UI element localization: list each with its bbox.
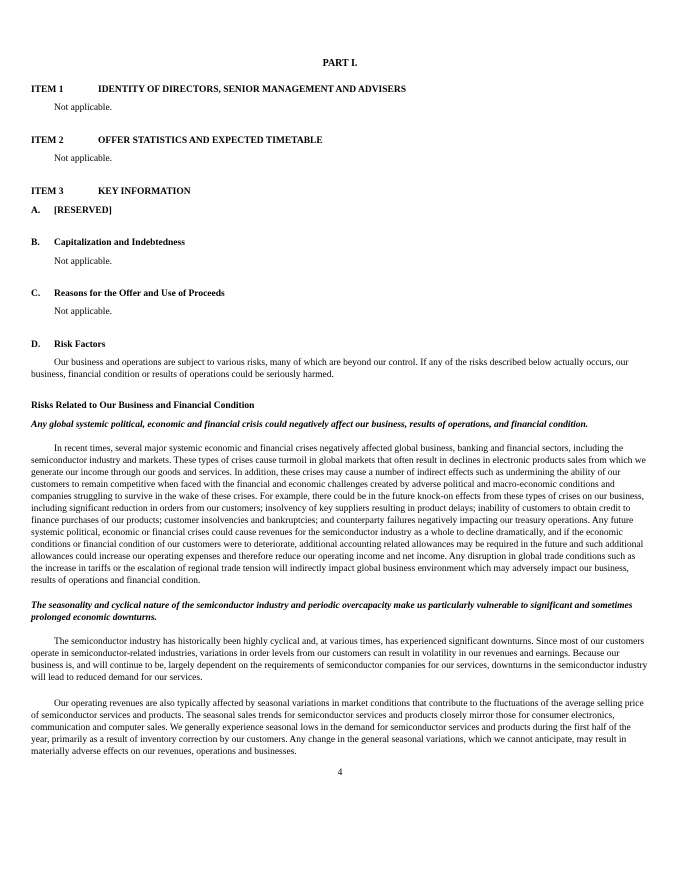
part-title: PART I. xyxy=(322,58,358,69)
section-title: Risk Factors xyxy=(54,340,106,350)
risk-1-body: In recent times, several major systemic economic and financial crises negatively affected global business, banking and financial sectors, including the semiconductor industry and markets. These types of crises cause turmoil in global markets that often result in declines in electronic products sales from which we generate our income through our goods and services. In addition, these crises may cause a number of indirect effects such as undermining the ability of our customers to remain competitive when faced with the financial and economic challenges created by adverse political and macro-economic conditions and companies struggling to survive in the wake of these crises. For example, there could be in the future knock-on effects from these types of crises on our business, including significant reduction in orders from our customers; insolvency of key suppliers resulting in product delays; inability of customers to obtain credit to finance purchases of our products; customer insolvencies and bankruptcies; and counterparty failures negatively impacting our treasury operations. Any future systemic political, economic or financial crises could cause revenues for the semiconductor industry as a whole to decline dramatically, and if the economic conditions or financial condition of our customers were to deteriorate, additional accounting related allowances may be required in the future and such additional allowances could increase our operating expenses and therefore reduce our operating income and net income. Any disruption in global trade conditions such as the increase in tariffs or the escalation of regional trade tension will indirectly impact global business environment which may adversely impact our business, results of operations and financial condition. xyxy=(31,444,646,586)
item-number: ITEM 1 xyxy=(31,85,64,95)
section-letter: B. xyxy=(31,238,40,248)
section-c-body: Not applicable. xyxy=(54,307,113,317)
section-b-body: Not applicable. xyxy=(54,257,113,267)
item-title: IDENTITY OF DIRECTORS, SENIOR MANAGEMENT AND ADVISERS xyxy=(98,85,407,95)
section-title: Capitalization and Indebtedness xyxy=(54,238,185,248)
page-number: 4 xyxy=(337,768,343,778)
item-number: ITEM 2 xyxy=(31,136,64,146)
item-2-body: Not applicable. xyxy=(54,154,113,164)
risk-factors-intro: Our business and operations are subject to various risks, many of which are beyond our control. If any of the risks described below actually occurs, our business, financial condition or results of operations could be seriously harmed. xyxy=(31,358,629,380)
item-1-body: Not applicable. xyxy=(54,103,113,113)
risk-2-body-1: The semiconductor industry has historically been highly cyclical and, at various times, has experienced significant downturns. Since most of our customers operate in semiconductor-related industries, variations in order levels from our customers can result in volatility in our revenues and earnings. Because our business is, and will continue to be, largely dependent on the requirements of semiconductor companies for our services, downturns in the semiconductor industry will lead to reduced demand for our services. xyxy=(31,637,648,683)
risk-2-body-2: Our operating revenues are also typically affected by seasonal variations in market conditions that contribute to the fluctuations of the average selling price of semiconductor services and products. The seasonal sales trends for semiconductor services and products closely mirror those for consumer electronics, communication and computer sales. We generally experience seasonal lows in the demand for semiconductor services and products during the first half of the year, primarily as a result of inventory correction by our customers. Any change in the general seasonal variations, which we cannot anticipate, may result in materially adverse effects on our revenues, operations and businesses. xyxy=(31,699,644,757)
risks-section-heading: Risks Related to Our Business and Financial Condition xyxy=(31,401,255,411)
risk-2-title: The seasonality and cyclical nature of the semiconductor industry and periodic overcapacity make us particularly vulnerable to significant and sometimes prolonged economic downturns. xyxy=(31,601,633,623)
section-letter: C. xyxy=(31,289,41,299)
section-letter: A. xyxy=(31,206,41,216)
item-number: ITEM 3 xyxy=(31,187,64,197)
section-title: Reasons for the Offer and Use of Proceeds xyxy=(54,289,225,299)
risk-1-title: Any global systemic political, economic and financial crisis could negatively affect our business, results of operations, and financial condition. xyxy=(31,420,589,430)
item-title: OFFER STATISTICS AND EXPECTED TIMETABLE xyxy=(98,136,323,146)
section-title: [RESERVED] xyxy=(54,206,112,216)
item-title: KEY INFORMATION xyxy=(98,187,191,197)
section-letter: D. xyxy=(31,340,41,350)
